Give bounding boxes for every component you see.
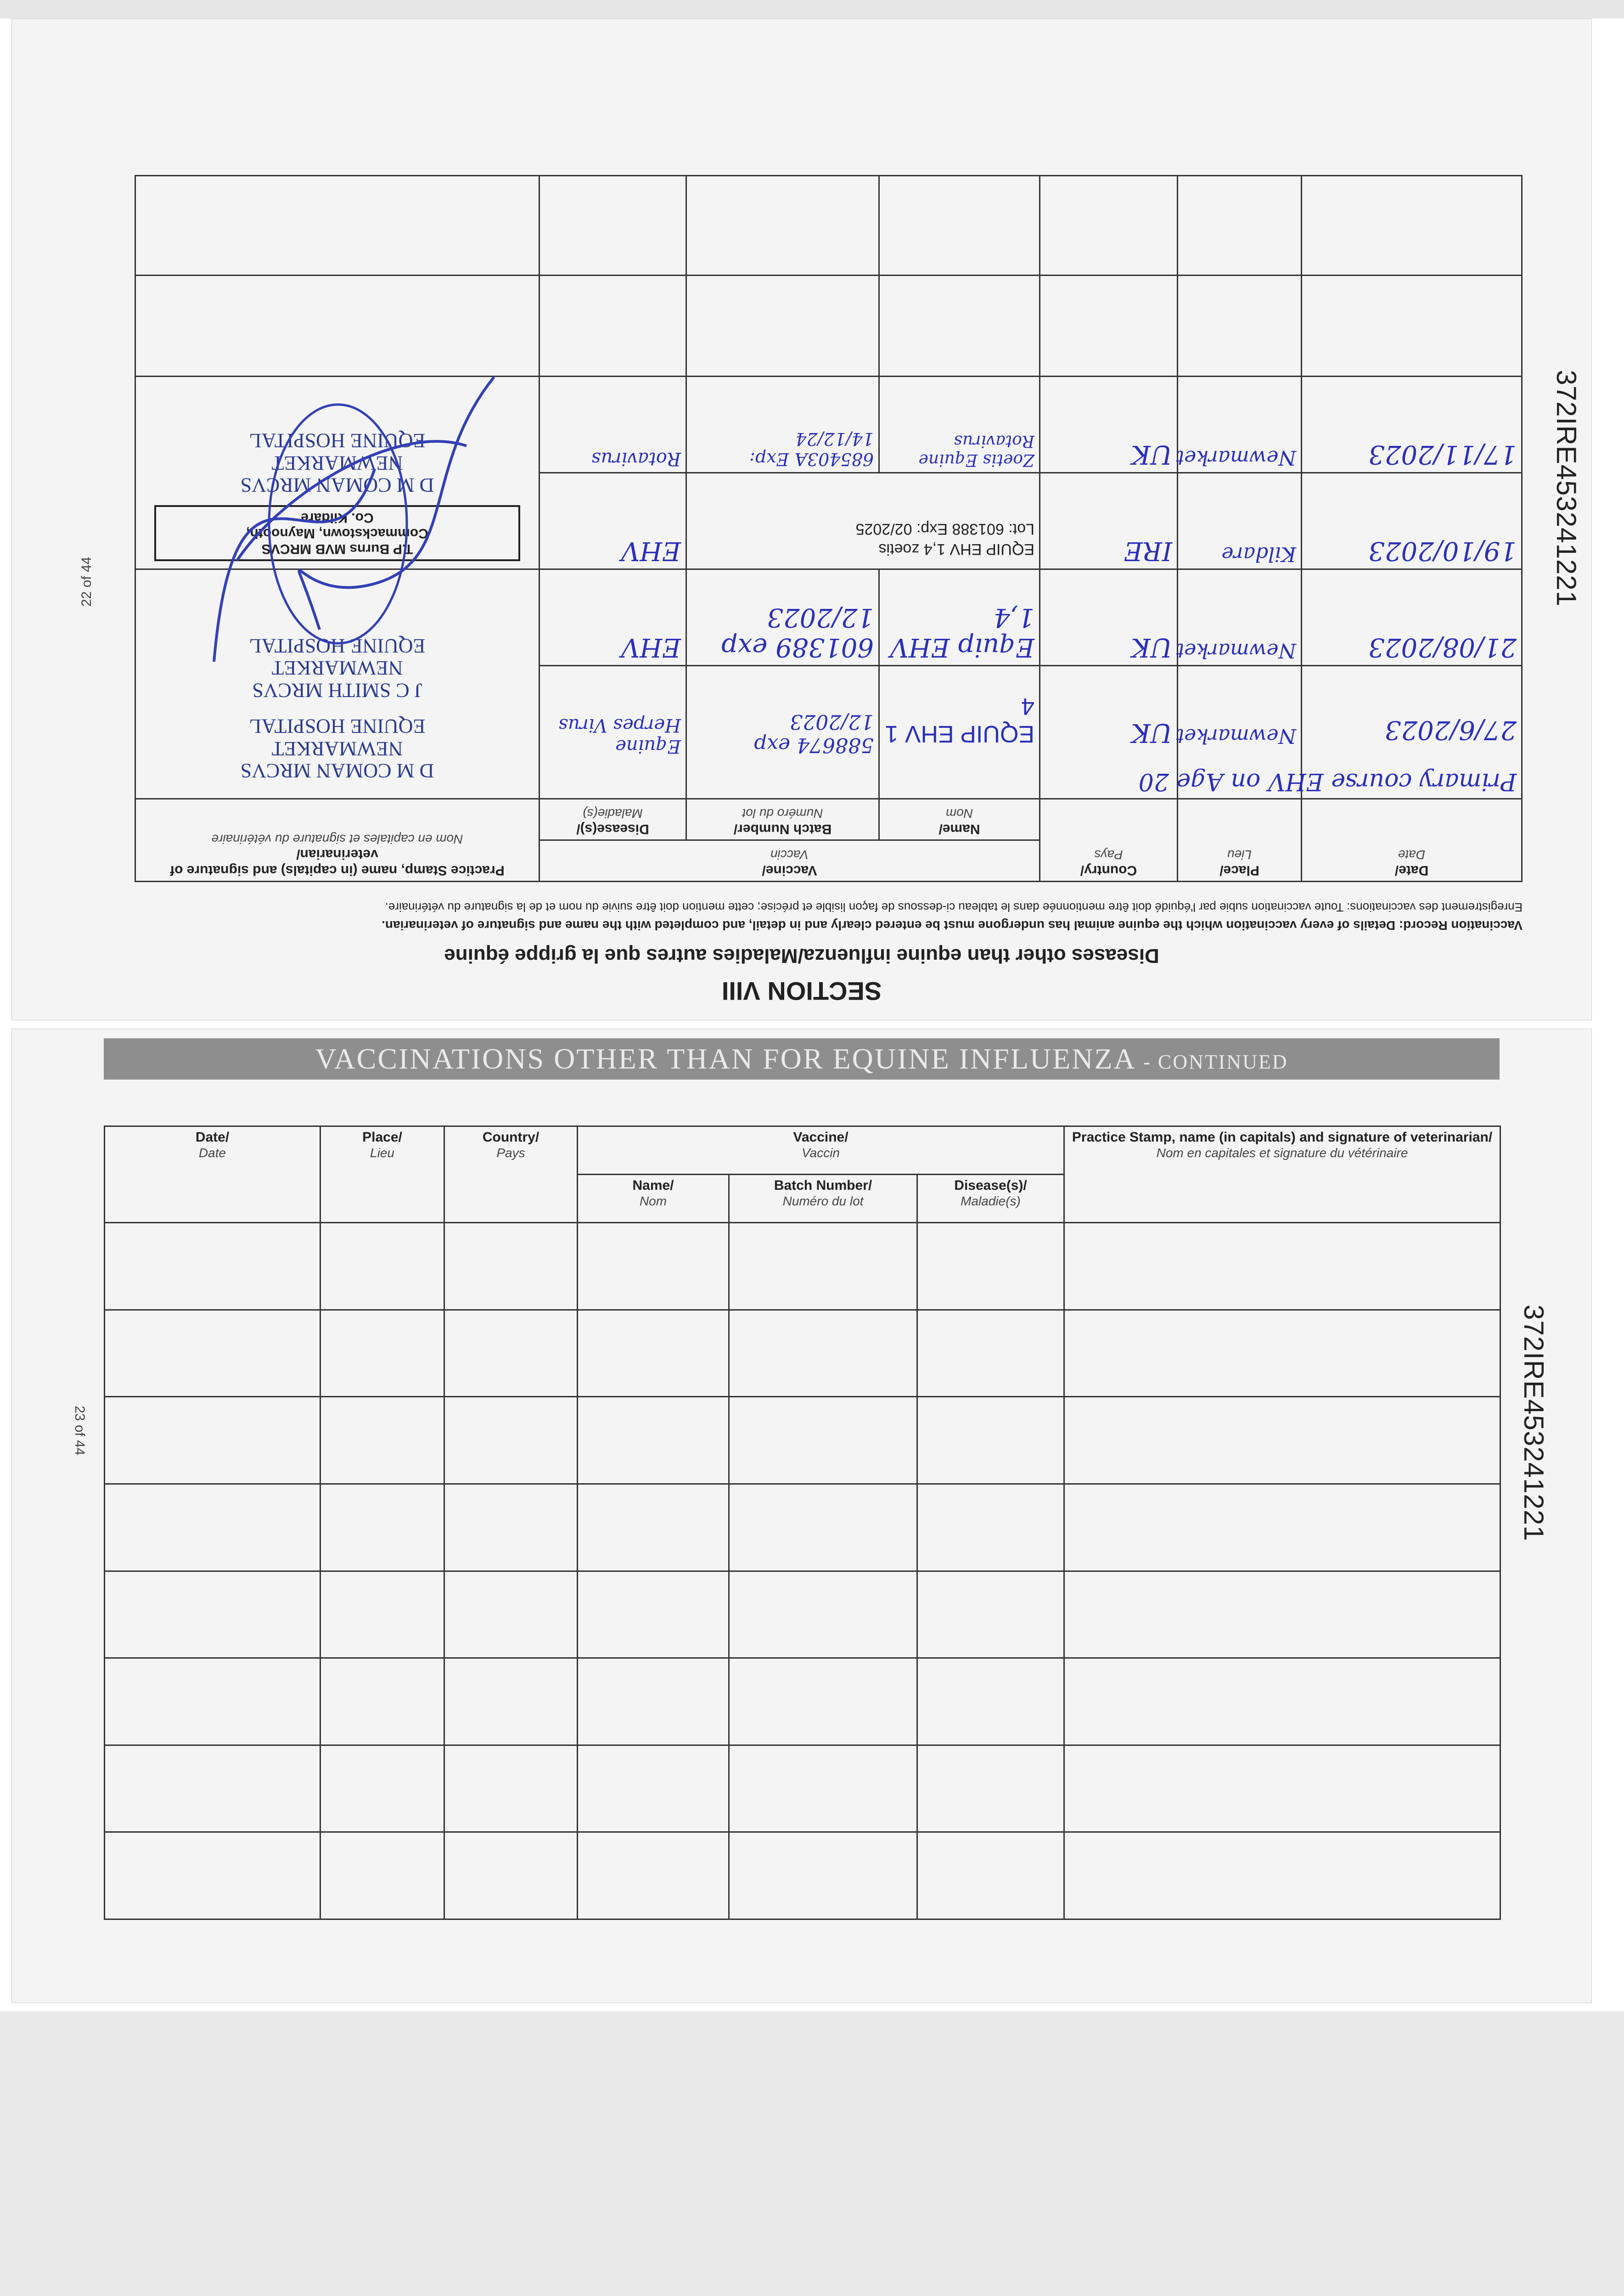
header-disease: Disease(s)/ Maladie(s) — [539, 799, 686, 840]
signature-loop — [269, 405, 407, 643]
section-subtitle: Diseases other than equine influenza/Maladies autres que la grippe équine — [444, 945, 1159, 967]
header-stamp: Practice Stamp, name (in capitals) and signature of veterinarian/ Nom en capitales et signature du vétérinaire — [135, 799, 539, 882]
header-date: Date/ Date — [1302, 799, 1522, 882]
cell-country: IRE — [1040, 473, 1178, 569]
vet-stamp-coman: D M COMAN MRCVS NEWMARKET EQUINE HOSPITAL — [240, 715, 434, 782]
header-date: Date/ Date — [105, 1126, 320, 1223]
table-row — [105, 1484, 1500, 1571]
header-country: Country/ Pays — [1040, 799, 1178, 882]
header-vaccine: Vaccine/ Vaccin — [539, 840, 1040, 882]
cell-batch: 685403A Exp: 14/12/24 — [686, 377, 879, 473]
cell-name: EQUIP EHV 1 4 — [879, 666, 1040, 799]
top-page-content — [12, 19, 1591, 1020]
instructions-en: Vaccination Record: Details of every vaccination which the equine animal has undergone must be entered clearly and in detail, and completed with the name and signature of veterinarian. — [382, 918, 1523, 933]
header-name: Name/ Nom — [879, 799, 1040, 840]
cell-place: Kildare — [1178, 473, 1302, 569]
cell-name: Equip EHV 1,4 — [879, 569, 1040, 666]
bottom-page — [11, 1029, 1592, 2003]
header-batch: Batch Number/ Numéro du lot — [686, 799, 879, 840]
table-row — [105, 1658, 1500, 1745]
passport-id-bottom: 372IRE453241221 — [1518, 1305, 1549, 1542]
vet-stamp-burns: T.P Burns MVB MRCVS Commackstown, Maynooth, Co. Kildare — [154, 505, 520, 561]
vet-signature — [191, 331, 512, 698]
cell-batch: 601389 exp 12/2023 — [686, 569, 879, 666]
table-row — [105, 1223, 1500, 1310]
header-batch: Batch Number/ Numéro du lot — [729, 1175, 917, 1223]
table-row — [135, 176, 1522, 276]
cell-disease: EHV — [539, 473, 686, 569]
cell-place: Newmarket — [1178, 377, 1302, 473]
vaccine-label-sticker: EQUIP EHV 1,4 zoetis Lot: 601388 Exp: 02/2025 — [686, 473, 1040, 569]
header-vaccine: Vaccine/ Vaccin — [578, 1126, 1064, 1175]
header-name: Name/ Nom — [578, 1175, 729, 1223]
instructions-fr: Enregistrement des vaccinations: Toute vaccination subie par l'équidé doit être mentionnée dans le tableau ci-dessous de façon lisible et précise; cette mention doit être suivie du nom et de la signature du vétérinaire. — [385, 900, 1523, 914]
cell-batch: 588674 exp 12/2023 — [686, 666, 879, 799]
cell-country: UK — [1040, 666, 1178, 799]
cell-name: Zoetis Equine Rotavirus — [879, 377, 1040, 473]
cell-country: UK — [1040, 377, 1178, 473]
vet-stamp-coman-2: D M COMAN MRCVS NEWMARKET EQUINE HOSPITAL — [240, 429, 434, 496]
scan-bottom-area — [0, 2011, 1624, 2296]
header-place: Place/ Lieu — [320, 1126, 444, 1223]
cell-disease: Equine Herpes Virus — [539, 666, 686, 799]
header-disease: Disease(s)/ Maladie(s) — [917, 1175, 1064, 1223]
handwritten-note: Primary course EHV on Age 20 — [1138, 768, 1517, 795]
table-row — [105, 1745, 1500, 1832]
table-row — [105, 1397, 1500, 1484]
page-number-23: 23 of 44 — [72, 1406, 87, 1456]
cell-date: 19/10/2023 — [1302, 473, 1522, 569]
header-place: Place/ Lieu — [1178, 799, 1302, 882]
section-title: SECTION VIII — [721, 977, 882, 1006]
signature-stroke — [214, 377, 494, 662]
header-stamp: Practice Stamp, name (in capitals) and signature of veterinarian/ Nom en capitales et signature du vétérinaire — [1064, 1126, 1500, 1223]
vet-stamp-smith: J C SMITH MRCVS NEWMARKET EQUINE HOSPITAL — [249, 635, 426, 702]
cell-disease: Rotavirus — [539, 377, 686, 473]
passport-id: 372IRE453241221 — [1551, 370, 1582, 607]
page-number-22: 22 of 44 — [79, 557, 94, 607]
table-row — [105, 1832, 1500, 1919]
header-country: Country/ Pays — [444, 1126, 578, 1223]
table-row — [105, 1571, 1500, 1658]
cell-date: 17/11/2023 — [1302, 377, 1522, 473]
cell-country: UK — [1040, 569, 1178, 666]
cell-disease: EHV — [539, 569, 686, 666]
bottom-vaccination-table — [104, 1125, 1500, 1920]
cell-date: 21/08/2023 — [1302, 569, 1522, 666]
cell-place: Newmarket — [1178, 666, 1302, 799]
cell-place: Newmarket — [1178, 569, 1302, 666]
top-page — [11, 18, 1592, 1020]
table-row — [105, 1310, 1500, 1397]
scan-top-edge — [0, 0, 1624, 18]
section-banner: VACCINATIONS OTHER THAN FOR EQUINE INFLUENZA - CONTINUED — [104, 1038, 1500, 1080]
cell-date: Primary course EHV on Age 20 27/6/2023 — [1302, 666, 1522, 799]
